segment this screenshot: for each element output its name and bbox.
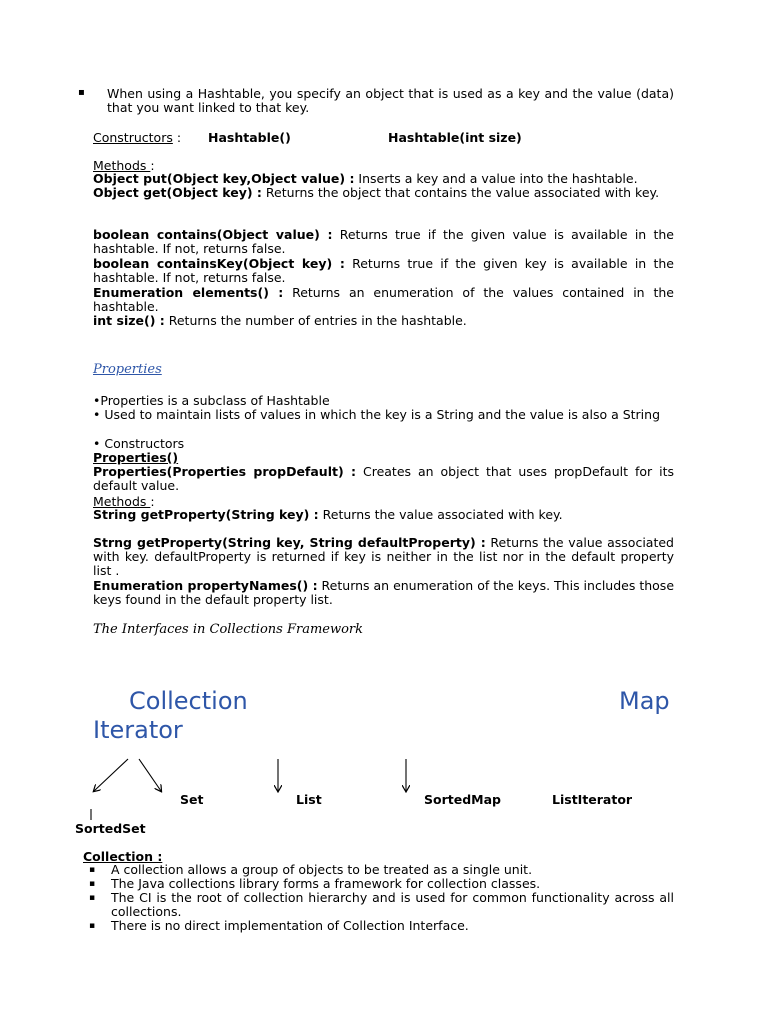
method-signature: Enumeration elements() : — [93, 285, 284, 300]
list-item: The CI is the root of collection hierarchy and is used for common functionality across all collections. — [111, 890, 674, 919]
methods-label: Methods — [93, 158, 151, 173]
set-node: Set — [180, 792, 204, 807]
constructors-colon: : — [172, 130, 182, 145]
iterator-node: Iterator — [93, 716, 183, 744]
map-node: Map — [619, 687, 670, 715]
properties-line-subclass: •Properties is a subclass of Hashtable — [93, 393, 330, 408]
sortedmap-node: SortedMap — [424, 792, 501, 807]
method-description: Returns the object that contains the value associated with key. — [261, 185, 660, 200]
method-description: Inserts a key and a value into the hashtable. — [354, 171, 638, 186]
list-item: A collection allows a group of objects to be treated as a single unit. — [111, 862, 533, 877]
method-signature: boolean containsKey(Object key) : — [93, 256, 345, 271]
properties-heading: Properties — [93, 362, 162, 377]
method-signature: int size() : — [93, 313, 165, 328]
collection-node: Collection — [129, 687, 248, 715]
collection-heading: Collection : — [83, 849, 163, 864]
bullet-marker: ▪ — [89, 893, 96, 903]
method-description: Returns true if the given key is available in the hashtable. If not, returns false. — [93, 256, 674, 286]
properties-line-usage: • Used to maintain lists of values in which the key is a String and the value is also a String — [93, 407, 661, 422]
listiterator-node: ListIterator — [552, 792, 633, 807]
arrow-to-set — [139, 759, 161, 791]
method-signature: Object put(Object key,Object value) : — [93, 171, 355, 186]
method-description: Returns an enumeration of the values contained in the hashtable. — [93, 285, 674, 315]
hashtable-ctor-default: Hashtable() — [208, 130, 291, 145]
method-signature: Enumeration propertyNames() : — [93, 578, 318, 593]
method-description: Returns the number of entries in the hashtable. — [164, 313, 467, 328]
hashtable-intro: When using a Hashtable, you specify an object that is used as a key and the value (data) that you want linked to that key. — [107, 86, 674, 116]
list-item: There is no direct implementation of Collection Interface. — [111, 918, 469, 933]
method-description: Returns true if the given value is available in the hashtable. If not, returns false. — [93, 227, 674, 257]
bullet-marker: ▪ — [89, 865, 96, 875]
list-node: List — [296, 792, 322, 807]
method-description: Returns the value associated with key. defaultProperty is returned if key is neither in the list nor in the default property list . — [93, 535, 674, 579]
constructors-label: Constructors — [93, 130, 173, 145]
properties-ctor-default: Properties() — [93, 450, 179, 465]
method-description: Returns an enumeration of the keys. This includes those keys found in the default property list. — [93, 578, 675, 608]
bullet-marker: ▪ — [89, 879, 96, 889]
arrow-to-sortedset — [94, 759, 128, 791]
ctor-description: Creates an object that uses propDefault for its default value. — [93, 464, 675, 494]
sortedset-node: SortedSet — [75, 821, 146, 836]
method-signature: boolean contains(Object value) : — [93, 227, 333, 242]
hashtable-ctor-size: Hashtable(int size) — [388, 130, 522, 145]
ctor-signature: Properties(Properties propDefault) : — [93, 464, 357, 479]
method-description: Returns the value associated with key. — [318, 507, 563, 522]
methods-label: Methods — [93, 494, 151, 509]
list-item: The Java collections library forms a framework for collection classes. — [111, 876, 541, 891]
method-signature: Strng getProperty(String key, String defaultProperty) : — [93, 535, 486, 550]
methods-colon: : — [150, 158, 155, 173]
method-signature: Object get(Object key) : — [93, 185, 262, 200]
bullet-marker: ▪ — [78, 87, 85, 98]
properties-line-constructors: • Constructors — [93, 436, 185, 451]
bullet-marker: ▪ — [89, 921, 96, 931]
method-signature: String getProperty(String key) : — [93, 507, 319, 522]
interfaces-title: The Interfaces in Collections Framework — [93, 622, 364, 637]
methods-colon: : — [150, 494, 155, 509]
